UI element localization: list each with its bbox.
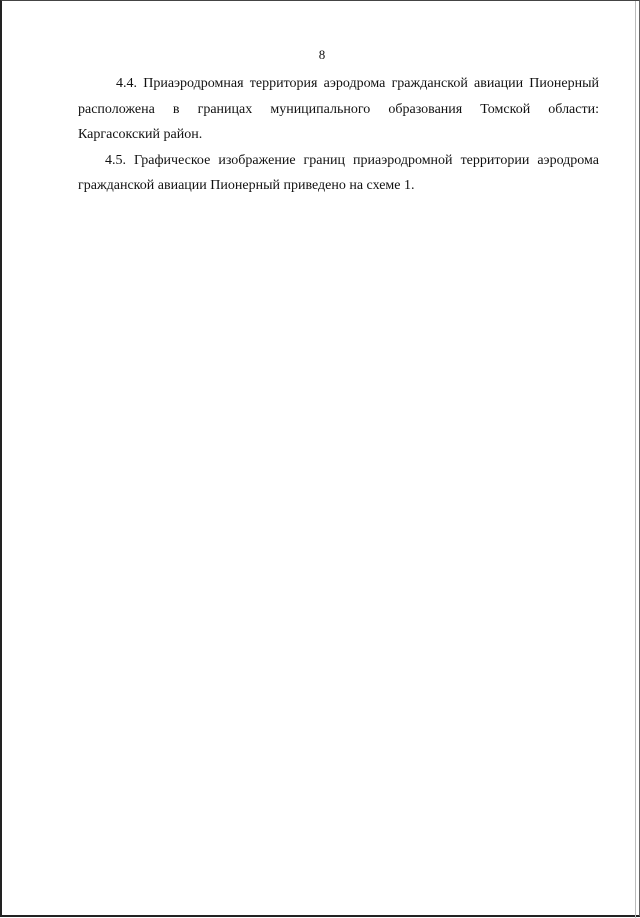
scan-edge — [635, 1, 636, 918]
page-number: 8 — [318, 47, 326, 62]
paragraph-4-5 — [78, 148, 599, 199]
paragraph-line: Каргасокский район. — [78, 127, 203, 142]
paragraph-line: 4.4. Приаэродромная территория аэродрома гражданской авиации Пионерный — [116, 76, 599, 91]
paragraph-line: 4.5. Графическое изображение границ приаэродромной территории аэродрома — [105, 152, 599, 168]
document-body — [78, 71, 599, 199]
paragraph-line: расположена в границах муниципального образования Томской области: — [78, 101, 599, 117]
paragraph-line: гражданской авиации Пионерный приведено на схеме 1. — [78, 178, 415, 193]
paragraph-4-4 — [78, 71, 599, 148]
